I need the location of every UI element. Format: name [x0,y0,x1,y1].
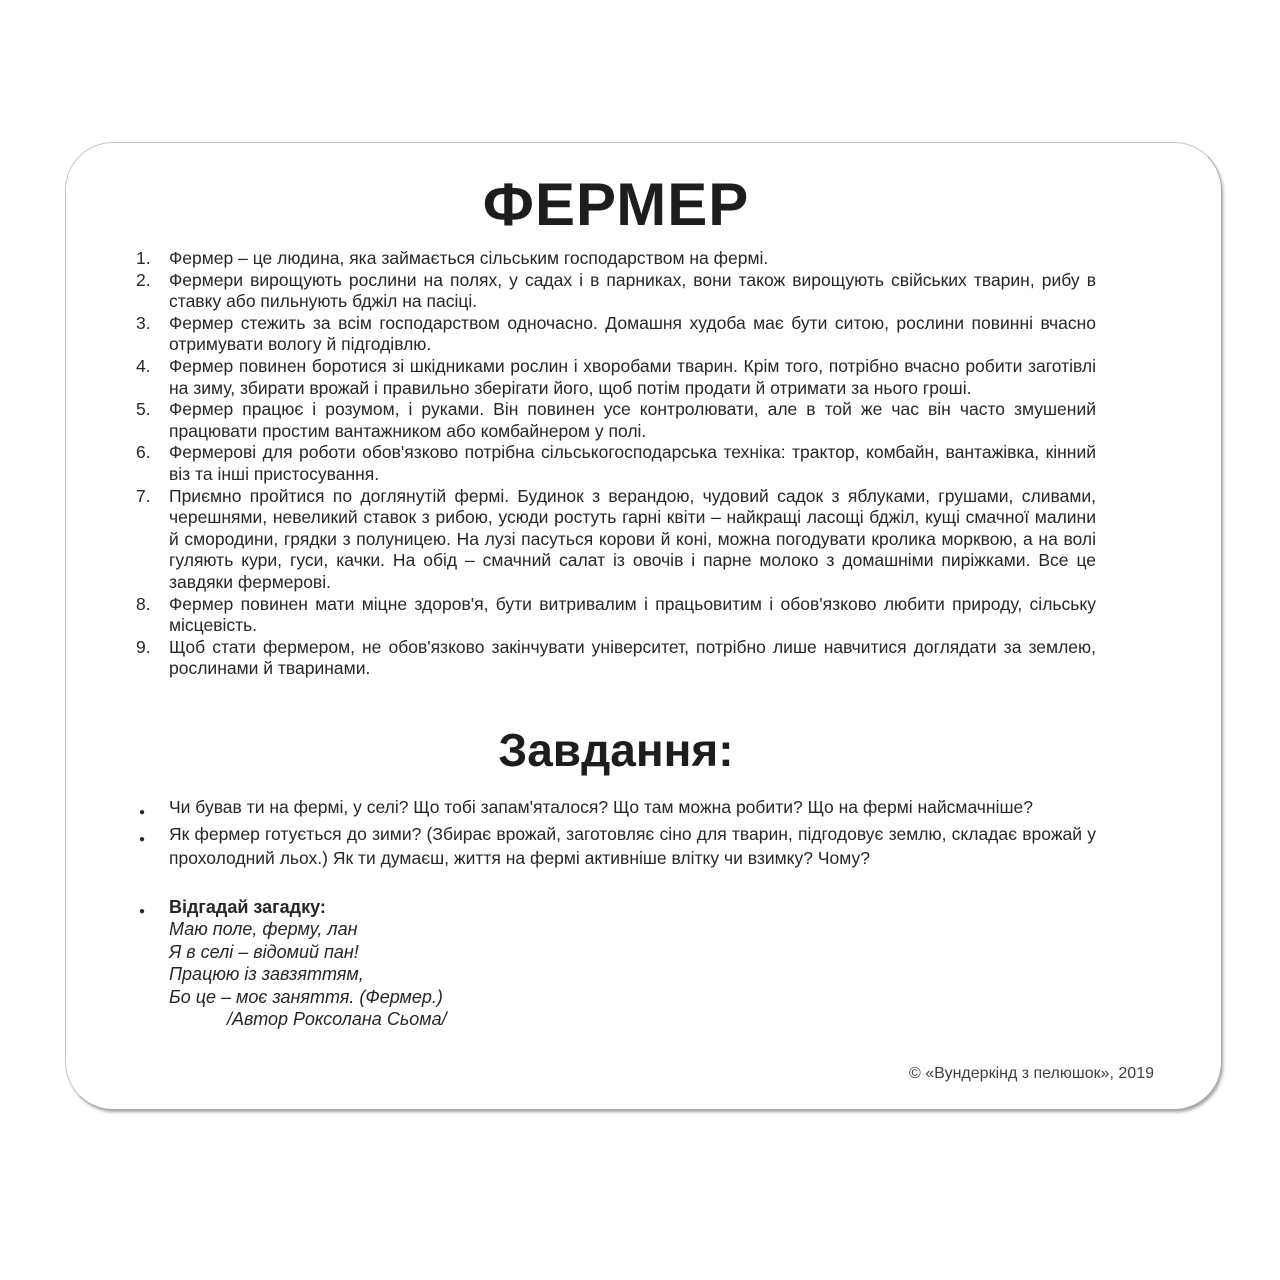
riddle-line-3: Працюю із завзяттям, [169,964,364,985]
task-item-2: ● Як фермер готується до зими? (Збирає врожай, заготовляє сіно для тварин, підгодовує землю, складає врожай у прохолодний льох.) Як ти думаєш, життя на фермі активніше влітку чи взимку? Чому? [136,822,1096,870]
fact-item-2: Фермери вирощують рослини на полях, у садах і в парниках, вони також вирощують свійських тварин, рибу в ставку або пильнують бджіл на пасіці. [169,269,1096,312]
flashcard [65,142,1222,1110]
fact-item-5: Фермер працює і розумом, і руками. Він повинен усе контролювати, але в той же час він часто змушений працювати простим вантажником або комбайнером у полі. [169,399,1096,441]
riddle-line-1: Маю поле, ферму, лан [169,919,358,940]
riddle-block [136,896,1096,1031]
tasks-list [136,795,1096,870]
tasks-heading: Завдання: [498,723,734,776]
riddle-line-2: Я в селі – відомий пан! [169,941,359,962]
task-item-1: ● Чи бував ти на фермі, у селі? Що тобі запам'яталося? Що там можна робити? Що на фермі найсмачніше? [136,795,1096,819]
riddle-label: ● Відгадай загадку: [169,896,326,917]
fact-item-7: Приємно пройтися по доглянутій фермі. Будинок з верандою, чудовий садок з яблуками, грушами, сливами, черешнями, невеликий ставок з рибою, усюди ростуть гарні квіти – найкращі ласощі бджіл, кущі смачної малини й смородини, грядки з полуницею. На лузі пасуться корови й коні, можна погодувати кролика морквою, а на волі гуляють кури, гуси, качки. На обід – смачний салат із овочів і парне молоко з домашніми пиріжками. Все це завдяки фермерові. [169,485,1096,592]
facts-list [136,248,1096,680]
copyright-notice: © «Вундеркінд з пелюшок», 2019 [908,1065,1154,1082]
riddle-line-4: Бо це – моє заняття. (Фермер.) [169,986,443,1007]
fact-item-9: Щоб стати фермером, не обов'язково закінчувати університет, потрібно лише навчитися доглядати за землею, рослинами й тваринами. [169,636,1096,679]
fact-item-6: Фермерові для роботи обов'язково потрібна сільськогосподарська техніка: трактор, комбайн, вантажівка, кінний віз та інші пристосування. [169,442,1096,484]
card-title: ФЕРМЕР [482,171,750,238]
fact-item-8: Фермер повинен мати міцне здоров'я, бути витривалим і працьовитим і обов'язково любити природу, сільську місцевість. [169,593,1096,636]
fact-item-4: Фермер повинен боротися зі шкідниками рослин і хворобами тварин. Крім того, потрібно вчасно робити заготівлі на зиму, збирати врожай і правильно зберігати його, щоб потім продати й отримати за нього гроші. [169,355,1096,398]
fact-item-1: Фермер – це людина, яка займається сільським господарством на фермі. [169,248,769,268]
fact-item-3: Фермер стежить за всім господарством одночасно. Домашня худоба має бути ситою, рослини повинні вчасно отримувати вологу й підгодівлю. [169,312,1096,355]
riddle-author: /Автор Роксолана Сьома/ [227,1009,447,1030]
